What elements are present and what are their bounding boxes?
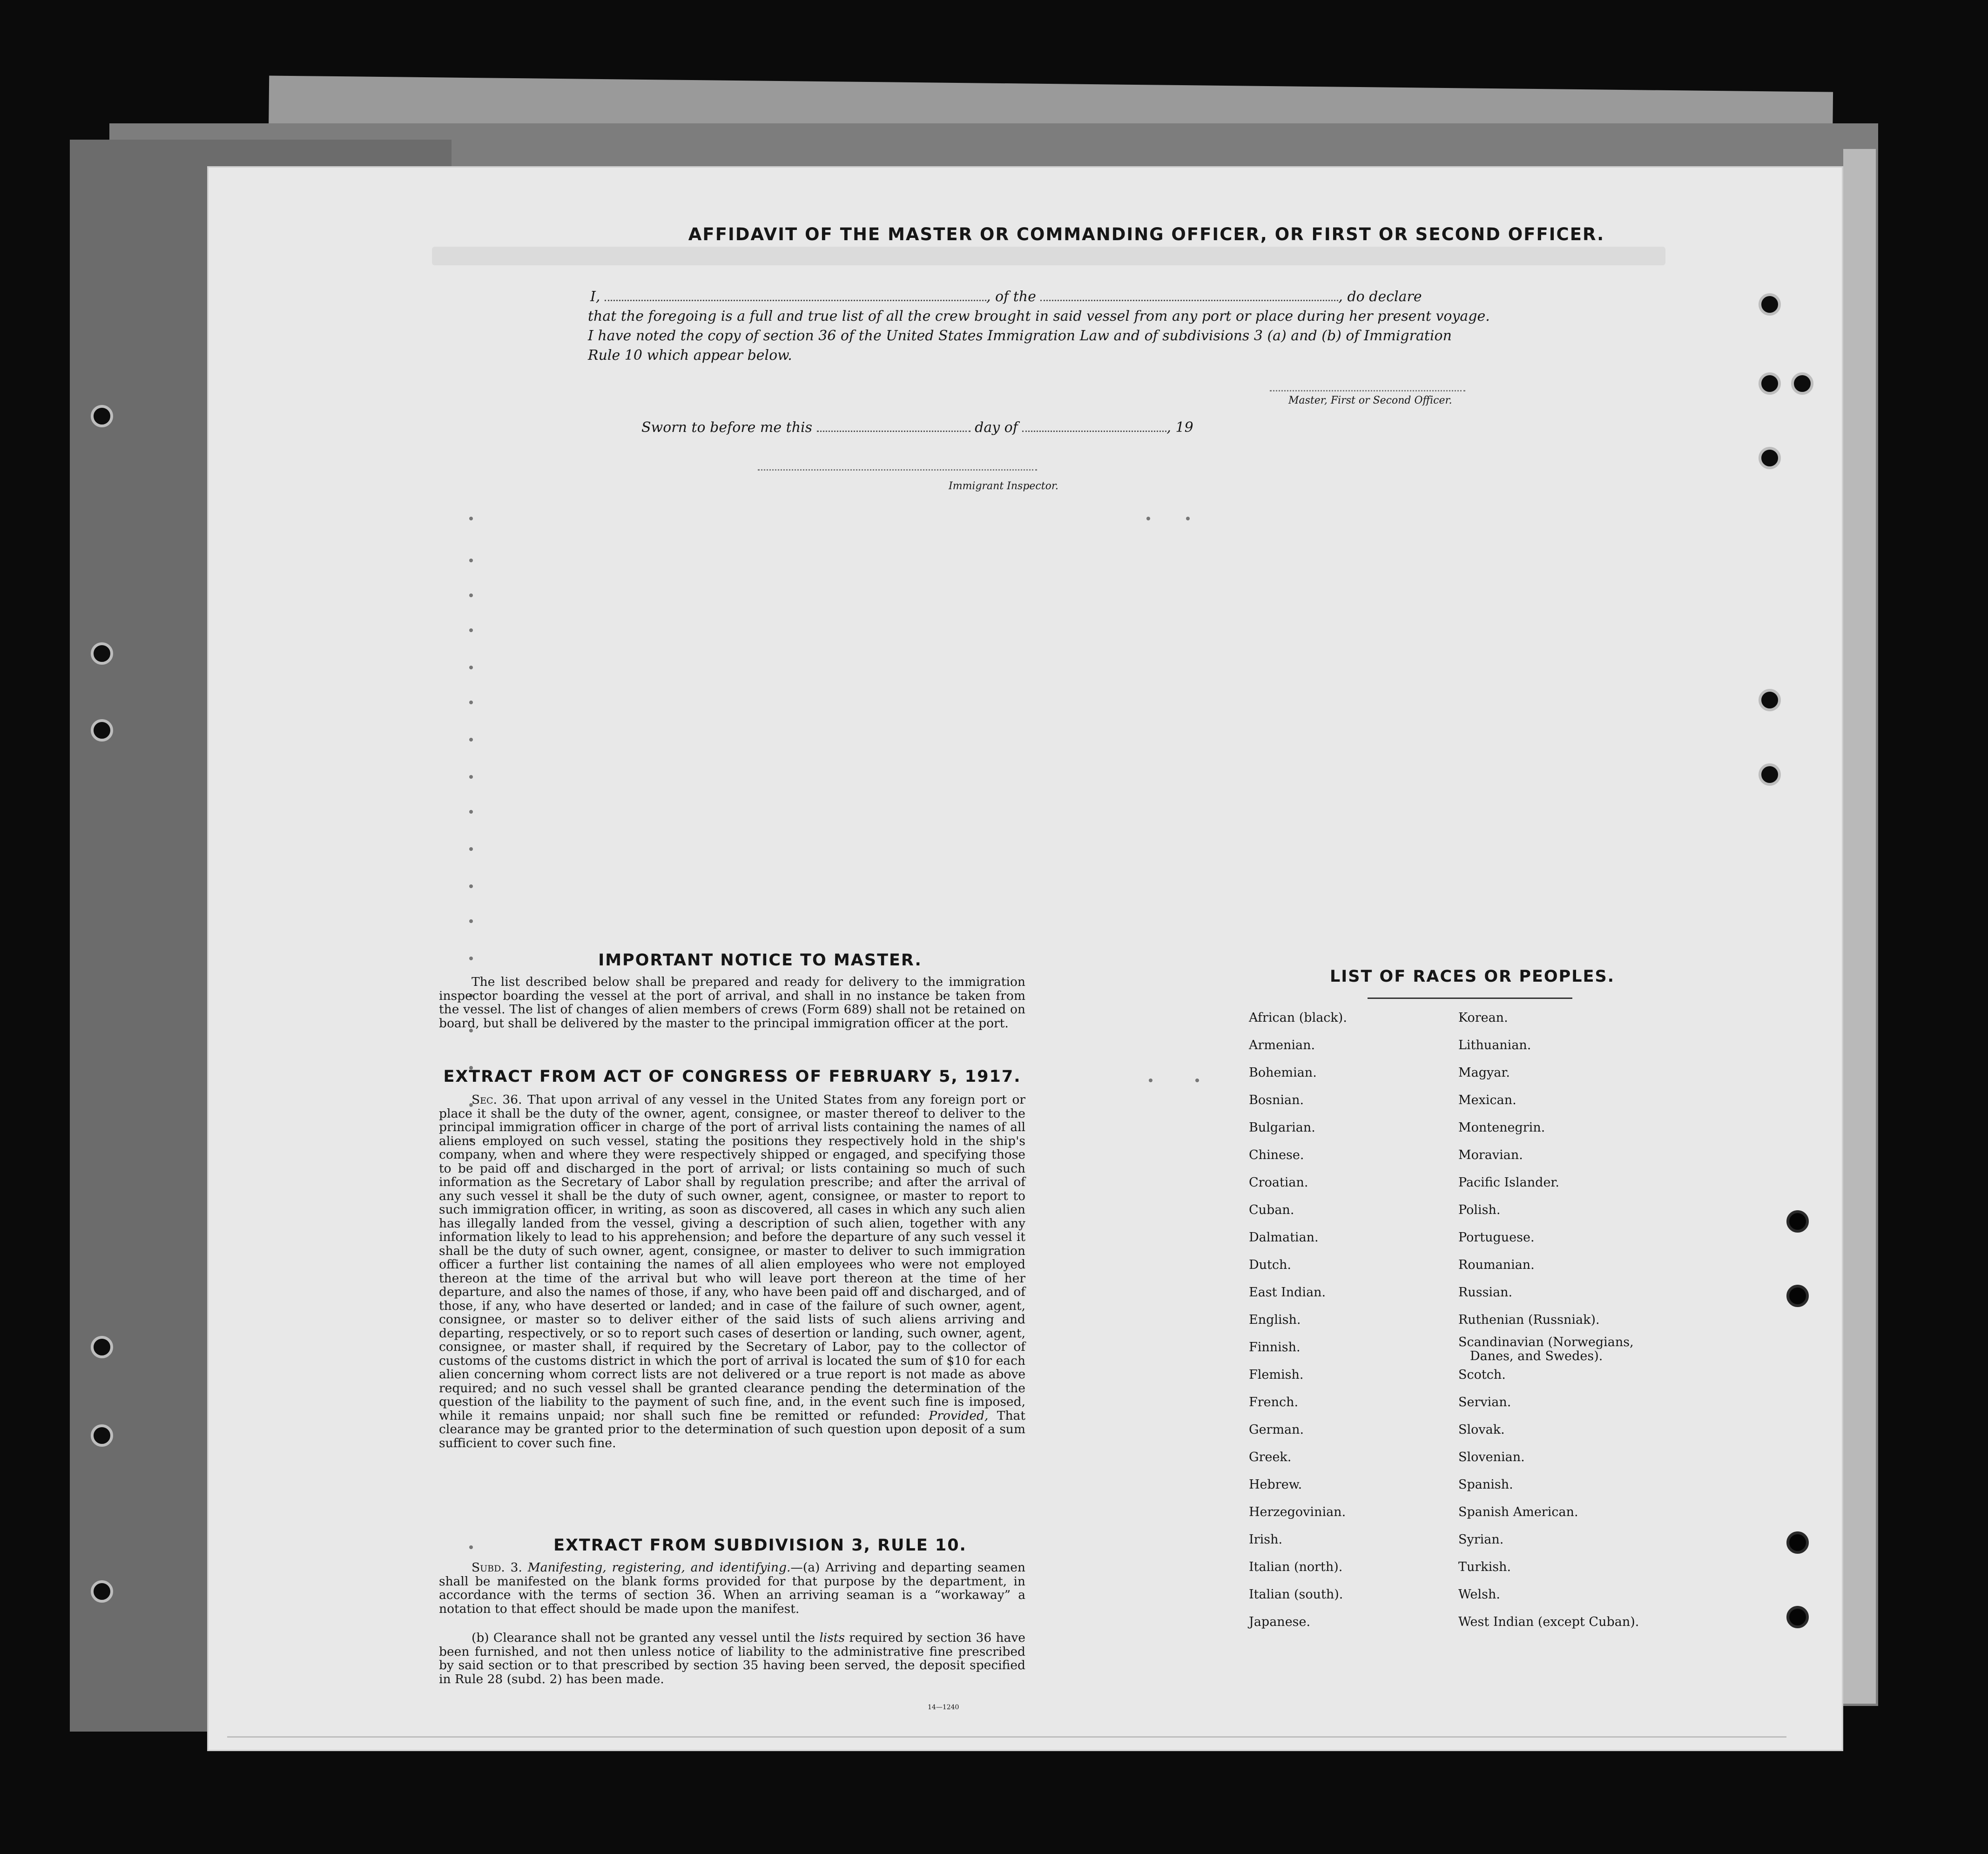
race-item: Cuban.	[1249, 1203, 1294, 1217]
race-item: German.	[1249, 1423, 1304, 1437]
race-item: Chinese.	[1249, 1148, 1304, 1162]
sworn-day-blank	[817, 419, 970, 432]
race-item: French.	[1249, 1395, 1299, 1409]
section-number: Sec. 36.	[472, 1092, 522, 1107]
vessel-prefix: , of the	[986, 289, 1036, 305]
race-item: Portuguese.	[1458, 1230, 1535, 1245]
races-title-rule	[1368, 998, 1572, 999]
race-item: Moravian.	[1458, 1148, 1523, 1162]
race-item: East Indian.	[1249, 1285, 1326, 1300]
section-body: That upon arrival of any vessel in the United States from any foreign port or place it shall be the duty of the owner, agent, consignee, or master thereof to deliver to the principal immigration officer in charge of the port of arrival lists containing the names of all aliens employed on such vessel, stating the positions they respectively hold in the ship's company, when and where they were respectively shipped or engaged, and specifying those to be paid off and discharged in the port of arrival; or lists containing so much of such information as the Secretary of Labor shall by regulation prescribe; and after the arrival of any such vessel it shall be the duty of such owner, agent, consignee, or master to report to such immigration officer, in writing, as soon as discovered, all cases in which any such alien has illegally landed from the vessel, giving a description of such alien, together with any information likely to lead to his apprehension; and before the departure of any such vessel it shall be the duty of such owner, agent, consignee, or master to deliver to such immigration officer a further list containing the names of all alien employees who were not employed thereon at the time of the arrival but who will leave port thereon at the time of her departure, and also the names of those, if any, who have been paid off and discharged, and of those, if any, who have deserted or landed; and in case of the failure of such owner, agent, consignee, or master so to deliver either of the said lists of such aliens arriving and departing, respectively, or so to report such cases of desertion or landing, such owner, agent, consignee, or master shall, if required by the Secretary of Labor, pay to the collector of customs of the customs district in which the port of arrival is located the sum of $10 for each alien concerning whom correct lists are not delivered or a true report is not made as above required; and no such vessel shall be granted clearance pending the determination of the question of the liability to the payment of such fine, and, in the event such fine is imposed, while it remains unpaid; nor shall such fine be remitted or refunded:	[439, 1092, 1025, 1423]
form-number: 14—1240	[928, 1704, 959, 1711]
sworn-month-blank	[1022, 419, 1166, 432]
race-item: Dalmatian.	[1249, 1230, 1319, 1245]
signature-line	[1270, 390, 1465, 391]
subdivision-number: Subd. 3.	[472, 1560, 522, 1575]
sworn-label: Sworn to before me this	[641, 419, 813, 436]
right-sheet-edge	[1843, 149, 1876, 1704]
race-item: Bohemian.	[1249, 1065, 1317, 1080]
race-item: Herzegovinian.	[1249, 1505, 1346, 1519]
race-item: West Indian (except Cuban).	[1458, 1615, 1639, 1629]
race-item: Danes, and Swedes).	[1470, 1349, 1603, 1363]
race-item: Servian.	[1458, 1395, 1511, 1409]
race-item: Bosnian.	[1249, 1093, 1304, 1107]
punch-hole	[91, 405, 113, 427]
crew-list-page	[207, 166, 1843, 1751]
race-item: Spanish American.	[1458, 1505, 1578, 1519]
section-body-end: That clearance may be granted prior to the determination of such question upon deposit of a sum sufficient to cover such fine.	[439, 1408, 1025, 1450]
race-item: Slovenian.	[1458, 1450, 1525, 1464]
extract-act-title: EXTRACT FROM ACT OF CONGRESS OF FEBRUARY 5, 1917.	[443, 1067, 1021, 1086]
race-item: Flemish.	[1249, 1368, 1304, 1382]
inspector-label: Immigrant Inspector.	[949, 480, 1058, 492]
day-of-label: day of	[975, 419, 1018, 436]
race-item: Slovak.	[1458, 1423, 1505, 1437]
punch-hole	[91, 642, 113, 665]
page-bottom-edge	[227, 1736, 1786, 1750]
punch-hole	[1759, 372, 1781, 395]
punch-hole	[1786, 1606, 1809, 1628]
affidavit-line-4: Rule 10 which appear below.	[588, 347, 792, 364]
punch-hole	[1759, 293, 1781, 316]
races-title: LIST OF RACES OR PEOPLES.	[1329, 967, 1615, 986]
race-item: Magyar.	[1458, 1065, 1510, 1080]
race-item: Roumanian.	[1458, 1258, 1535, 1272]
race-item: African (black).	[1249, 1011, 1347, 1025]
race-item: Hebrew.	[1249, 1477, 1302, 1492]
race-item: Scotch.	[1458, 1368, 1506, 1382]
race-item: Bulgarian.	[1249, 1120, 1315, 1135]
sworn-line	[641, 419, 1193, 436]
subdivision-b-lists: lists	[819, 1631, 845, 1645]
affidavit-line-2: that the foregoing is a full and true list of all the crew brought in said vessel from any port or place during her present voyage.	[588, 308, 1490, 324]
notice-title: IMPORTANT NOTICE TO MASTER.	[598, 951, 922, 970]
declare-text: , do declare	[1338, 289, 1422, 305]
race-item: Welsh.	[1458, 1587, 1500, 1602]
extract-rule-title: EXTRACT FROM SUBDIVISION 3, RULE 10.	[553, 1536, 967, 1555]
race-item: Mexican.	[1458, 1093, 1516, 1107]
race-item: Spanish.	[1458, 1477, 1513, 1492]
provided-word: Provided,	[929, 1408, 989, 1423]
race-item: Italian (north).	[1249, 1560, 1343, 1574]
affidavit-line-3: I have noted the copy of section 36 of the United States Immigration Law and of subdivisions 3 (a) and (b) of Immigration	[588, 328, 1452, 344]
race-item: Japanese.	[1249, 1615, 1311, 1629]
punch-hole	[91, 1580, 113, 1603]
vessel-name-blank	[1040, 288, 1338, 301]
race-item: Irish.	[1249, 1532, 1283, 1547]
affidavit-line-1	[590, 288, 1624, 306]
race-item: Pacific Islander.	[1458, 1175, 1559, 1190]
race-item: Ruthenian (Russniak).	[1458, 1313, 1600, 1327]
race-item: Korean.	[1458, 1011, 1508, 1025]
extract-act-text	[439, 1093, 1025, 1450]
subdivision-a-text: —(a) Arriving and departing seamen shall be manifested on the blank forms provided for that purpose by the department, in accordance with the terms of section 36. When an arriving seaman is a “workaway” a notation to that effect should be made upon the manifest.	[439, 1560, 1025, 1616]
race-item: English.	[1249, 1313, 1301, 1327]
race-item: Armenian.	[1249, 1038, 1315, 1052]
punch-hole	[1759, 763, 1781, 786]
punch-hole	[1759, 689, 1781, 711]
punch-hole	[91, 1424, 113, 1447]
race-item: Montenegrin.	[1458, 1120, 1545, 1135]
punch-hole	[1786, 1531, 1809, 1554]
extract-rule-para-a	[439, 1561, 1025, 1616]
inspector-signature-line	[758, 469, 1037, 471]
punch-hole	[91, 719, 113, 742]
race-item: Turkish.	[1458, 1560, 1511, 1574]
subdivision-topic: Manifesting, registering, and identifying.	[527, 1560, 791, 1575]
punch-hole	[1759, 447, 1781, 469]
subdivision-b-start: (b) Clearance shall not be granted any vessel until the	[472, 1631, 815, 1645]
race-item: Dutch.	[1249, 1258, 1291, 1272]
race-item: Finnish.	[1249, 1340, 1301, 1355]
race-item: Croatian.	[1249, 1175, 1308, 1190]
affidavit-title: AFFIDAVIT OF THE MASTER OR COMMANDING OFFICER, OR FIRST OR SECOND OFFICER.	[688, 224, 1605, 244]
race-item: Russian.	[1458, 1285, 1513, 1300]
race-item: Syrian.	[1458, 1532, 1504, 1547]
notice-text: The list described below shall be prepared and ready for delivery to the immigration inspector boarding the vessel at the port of arrival, and shall in no instance be taken from the vessel. The list of changes of alien members of crews (Form 689) shall not be retained on board, but shall be delivered by the master to the principal immigration officer at the port.	[439, 975, 1025, 1031]
race-item: Scandinavian (Norwegians,	[1458, 1335, 1634, 1349]
bleed-through-heading	[432, 242, 1665, 270]
extract-rule-para-b	[439, 1631, 1025, 1686]
punch-hole	[1791, 372, 1813, 395]
race-item: Lithuanian.	[1458, 1038, 1531, 1052]
subdivision-b-end: required by section 36 have been furnished, and not then unless notice of liability to the administrative fine prescribed by said section or to that prescribed by section 35 having been served, the deposit specified in Rule 28 (subd. 2) has been made.	[439, 1631, 1025, 1686]
punch-hole	[1786, 1210, 1809, 1233]
year-label: , 19	[1166, 419, 1193, 436]
punch-hole	[1786, 1285, 1809, 1307]
race-item: Italian (south).	[1249, 1587, 1343, 1602]
declarant-prefix: I,	[590, 289, 600, 305]
race-item: Polish.	[1458, 1203, 1501, 1217]
signature-label: Master, First or Second Officer.	[1288, 395, 1452, 406]
declarant-name-blank	[605, 288, 986, 301]
race-item: Greek.	[1249, 1450, 1292, 1464]
punch-hole	[91, 1336, 113, 1358]
